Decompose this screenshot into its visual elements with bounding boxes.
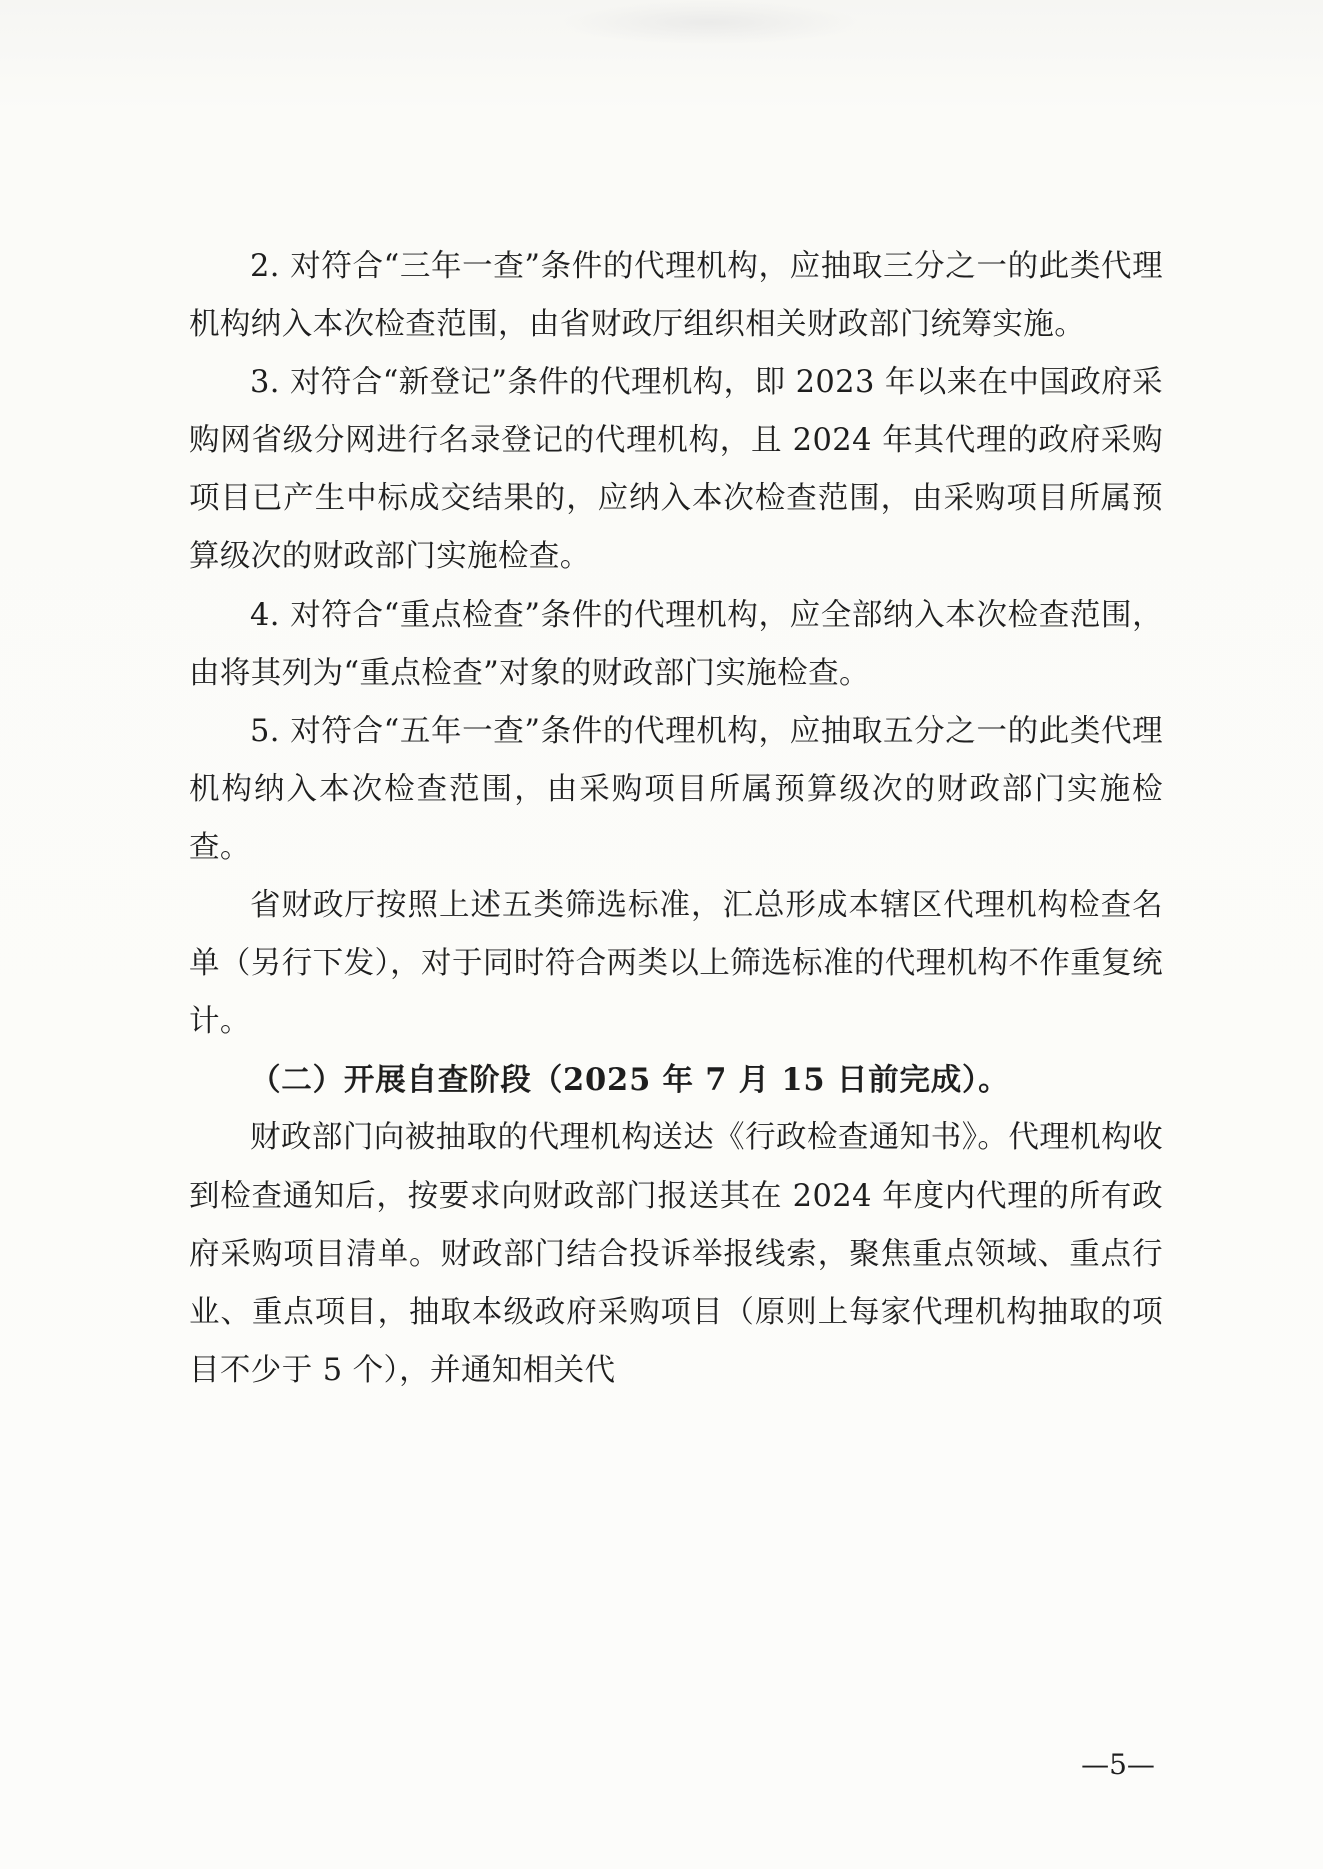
paragraph-item-2: 2. 对符合“三年一查”条件的代理机构，应抽取三分之一的此类代理机构纳入本次检查范围，由省财政厅组织相关财政部门统筹实施。 bbox=[189, 249, 1163, 343]
document-body bbox=[189, 238, 1163, 1400]
paragraph-self-inspection: 财政部门向被抽取的代理机构送达《行政检查通知书》。代理机构收到检查通知后，按要求向财政部门报送其在 2024 年度内代理的所有政府采购项目清单。财政部门结合投诉举报线索，聚焦重点领域、重点行业、重点项目，抽取本级政府采购项目（原则上每家代理机构抽取的项目不少于 5 个），并通知相关代 bbox=[189, 1120, 1163, 1388]
paragraph-item-5: 5. 对符合“五年一查”条件的代理机构，应抽取五分之一的此类代理机构纳入本次检查范围，由采购项目所属预算级次的财政部门实施检查。 bbox=[189, 713, 1163, 865]
paragraph-summary: 省财政厅按照上述五类筛选标准，汇总形成本辖区代理机构检查名单（另行下发），对于同时符合两类以上筛选标准的代理机构不作重复统计。 bbox=[189, 888, 1163, 1040]
paragraph-item-4: 4. 对符合“重点检查”条件的代理机构，应全部纳入本次检查范围，由将其列为“重点检查”对象的财政部门实施检查。 bbox=[189, 597, 1163, 691]
scan-shadow bbox=[560, 0, 860, 45]
page-number: —5— bbox=[1081, 1748, 1155, 1781]
paragraph-item-3: 3. 对符合“新登记”条件的代理机构，即 2023 年以来在中国政府采购网省级分网进行名录登记的代理机构，且 2024 年其代理的政府采购项目已产生中标成交结果的，应纳入本次检查范围，由采购项目所属预算级次的财政部门实施检查。 bbox=[189, 365, 1163, 575]
section-heading-self-inspection: （二）开展自查阶段（2025 年 7 月 15 日前完成）。 bbox=[250, 1062, 1010, 1099]
